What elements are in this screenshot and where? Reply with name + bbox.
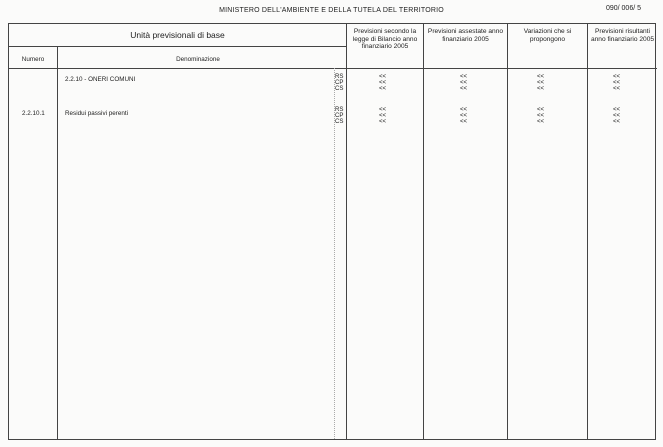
code-cs: CS	[335, 118, 344, 126]
code-cp: CP	[335, 112, 344, 120]
code-cp: CP	[335, 79, 344, 87]
row-values-col3: << << <<	[537, 73, 545, 93]
row-values-col4: << << <<	[613, 106, 621, 126]
header-denominazione: Denominazione	[176, 56, 220, 63]
header-numero: Numero	[21, 56, 45, 63]
header-previsioni-assestate: Previsioni assestate anno finanziario 2005	[427, 28, 504, 43]
row-codes	[335, 107, 347, 126]
row-values-col1: << << <<	[379, 73, 387, 93]
divider-col1	[423, 24, 424, 439]
group-title: Unità previsionali di base	[130, 30, 225, 40]
ministry-title: MINISTERO DELL'AMBIENTE E DELLA TUTELA DEL TERRITORIO	[219, 7, 444, 14]
row-values-col2: << << <<	[460, 73, 468, 93]
divider-numero	[57, 46, 58, 439]
header-inner-rule	[9, 46, 346, 47]
header-variazioni: Variazioni che si propongono	[523, 28, 572, 43]
row-numero: 2.2.10.1	[22, 110, 45, 117]
header-previsioni-legge: Previsioni secondo la legge di Bilancio anno finanziario 2005	[352, 28, 418, 50]
code-cs: CS	[335, 85, 344, 93]
code-rs: RS	[335, 106, 344, 113]
header-bottom-rule	[9, 68, 657, 69]
row-denominazione: 2.2.10 - ONERI COMUNI	[65, 76, 136, 83]
row-values-col3: << << <<	[537, 106, 545, 126]
row-codes	[335, 74, 347, 93]
divider-col2	[507, 24, 508, 439]
page-reference: 090/ 006/ 5	[605, 5, 641, 12]
row-denominazione: Residui passivi perenti	[65, 110, 128, 117]
budget-table	[8, 23, 656, 440]
divider-col3	[587, 24, 588, 439]
row-values-col4: << << <<	[613, 73, 621, 93]
document-header	[0, 0, 663, 22]
code-rs: RS	[335, 73, 344, 80]
header-previsioni-risultanti: Previsioni risultanti anno finanziario 2005	[590, 28, 655, 43]
row-values-col2: << << <<	[460, 106, 468, 126]
row-values-col1: << << <<	[379, 106, 387, 126]
